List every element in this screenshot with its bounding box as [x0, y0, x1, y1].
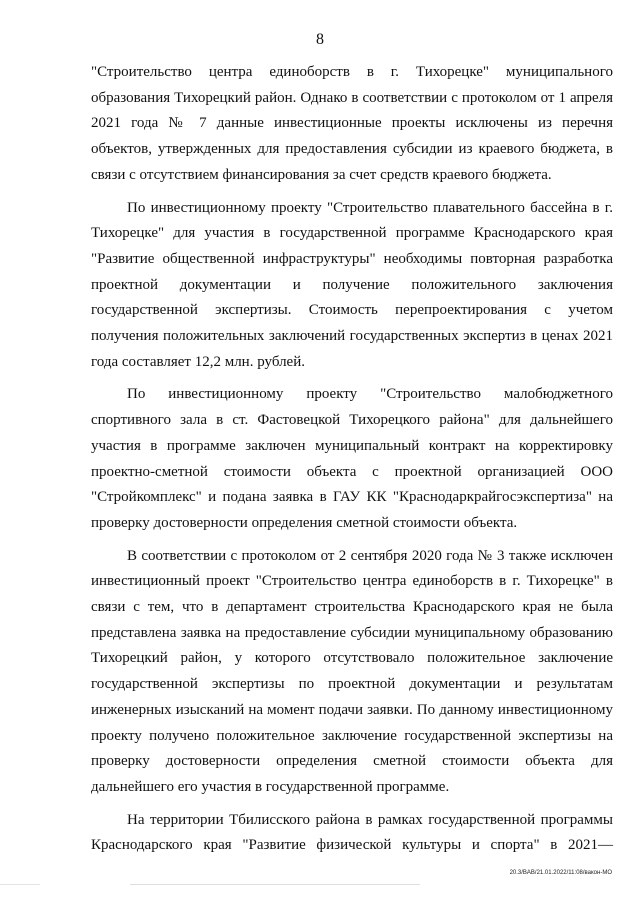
footer-document-code: 20.3/BAB/21.01.2022/11:08/вакон-МО	[509, 870, 612, 876]
paragraph-martial-arts-center: В соответствии с протоколом от 2 сентября 2020 года № 3 также исключен инвестиционный проект "Строительство центра единоборств в г. Тихорецке" в связи с тем, что в департамент строительства Краснодарского края не была представлена заявка на предоставление субсидии муниципальному образованию Тихорецкий район, у которого отсутствовало положительное заключение государственной экспертизы по проектной документации и результатам инженерных изысканий на момент подачи заявки. По данному инвестиционному проекту получено положительное заключение государственной экспертизы на проверку достоверности определения сметной стоимости объекта для дальнейшего его участия в государственной программе.	[91, 547, 613, 795]
page-bottom-edge	[0, 884, 640, 885]
paragraph-sports-hall: По инвестиционному проекту "Строительство малобюджетного спортивного зала в ст. Фастовецкой Тихорецкого района" для дальнейшего участия в программе заключен муниципальный контракт на корректировку проектно-сметной стоимости объекта с проектной организацией ООО "Стройкомплекс" и подана заявка в ГАУ КК "Краснодаркрайгосэкспертиза" на проверку достоверности определения сметной стоимости объекта.	[91, 386, 613, 531]
paragraph-continuation: "Строительство центра единоборств в г. Тихорецке" муниципального образования Тихорецкий район. Однако в соответствии с протоколом от 1 апреля 2021 года № 7 данные инвестиционные проекты исключены из перечня объектов, утвержденных для предоставления субсидии из краевого бюджета, в связи с отсутствием финансирования за счет средств краевого бюджета.	[91, 64, 613, 183]
paragraph-swimming-pool: По инвестиционному проекту "Строительство плавательного бассейна в г. Тихорецке" для участия в государственной программе Краснодарского края "Развитие общественной инфраструктуры" необходимы повторная разработка проектной документации и получение положительного заключения государственной экспертизы. Стоимость перепроектирования с учетом получения положительных заключений государственных экспертиз в ценах 2021 года составляет 12,2 млн. рублей.	[91, 199, 613, 370]
page-number: 8	[316, 31, 324, 48]
paragraph-tbilissky-district: На территории Тбилисского района в рамках государственной программы Краснодарского края "Развитие физической культуры и спорта" в 2021—	[91, 811, 613, 854]
document-body	[91, 60, 613, 866]
